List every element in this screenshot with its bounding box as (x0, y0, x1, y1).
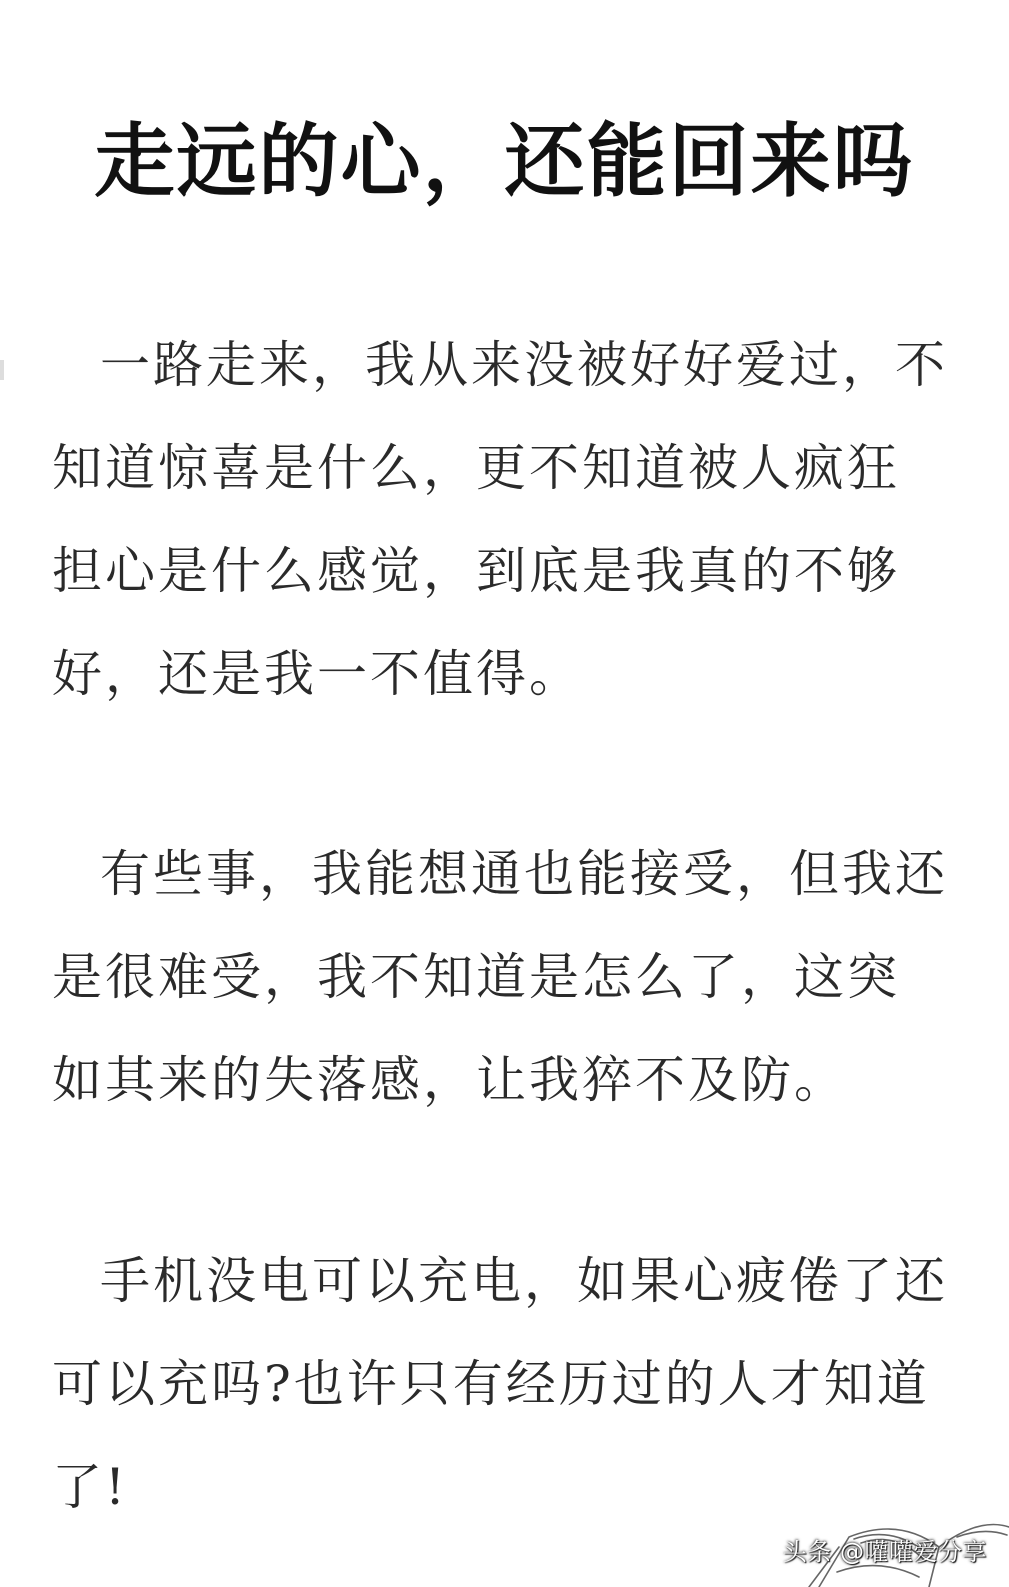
paragraph-1: 一路走来，我从来没被好好爱过，不知道惊喜是什么，更不知道被人疯狂担心是什么感觉，到底是我真的不够好，还是我一不值得。 (52, 336, 948, 703)
paragraph-2: 有些事，我能想通也能接受，但我还是很难受，我不知道是怎么了，这突如其来的失落感，让我猝不及防。 (52, 845, 948, 1109)
edge-mark (0, 360, 4, 380)
watermark: 头条 @嚾嚾爱分享 (782, 1538, 987, 1566)
page-title: 走远的心，还能回来吗 (94, 115, 915, 208)
paragraph-3: 手机没电可以充电，如果心疲倦了还可以充吗?也许只有经历过的人才知道了! (52, 1252, 948, 1516)
